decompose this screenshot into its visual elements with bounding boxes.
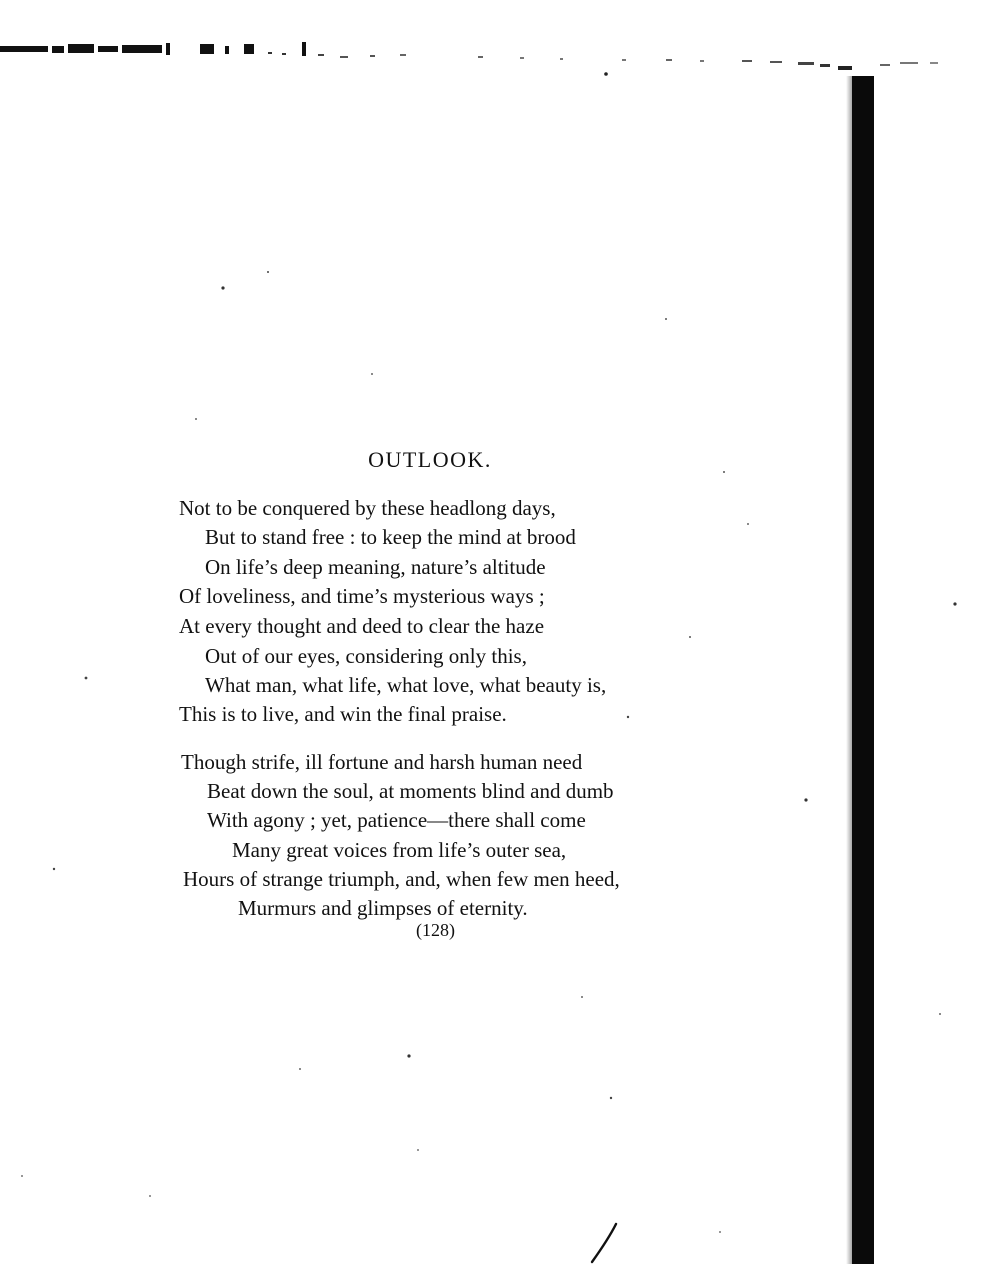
page-number: (128) <box>416 920 455 940</box>
poem-line: Many great voices from life’s outer sea, <box>232 838 567 862</box>
pen-stroke-mark <box>586 1222 626 1264</box>
poem-line: But to stand free : to keep the mind at brood <box>205 525 576 549</box>
poem-line: With agony ; yet, patience—there shall come <box>207 808 586 832</box>
poem-line: On life’s deep meaning, nature’s altitude <box>205 555 546 579</box>
poem-line: Though strife, ill fortune and harsh human need <box>181 750 583 774</box>
poem-line: At every thought and deed to clear the haze <box>179 614 545 638</box>
poem-line: Hours of strange triumph, and, when few men heed, <box>183 867 620 891</box>
poem-line: This is to live, and win the final praise. <box>179 702 507 726</box>
poem-line: Of loveliness, and time’s mysterious ways ; <box>179 584 545 608</box>
poem-line: What man, what life, what love, what beauty is, <box>205 673 607 697</box>
poem-line: Out of our eyes, considering only this, <box>205 644 527 668</box>
poem-line: Beat down the soul, at moments blind and dumb <box>207 779 614 803</box>
poem-title: OUTLOOK. <box>368 447 492 472</box>
poem-line: Not to be conquered by these headlong days, <box>179 496 556 520</box>
poem-line: Murmurs and glimpses of eternity. <box>238 896 528 920</box>
